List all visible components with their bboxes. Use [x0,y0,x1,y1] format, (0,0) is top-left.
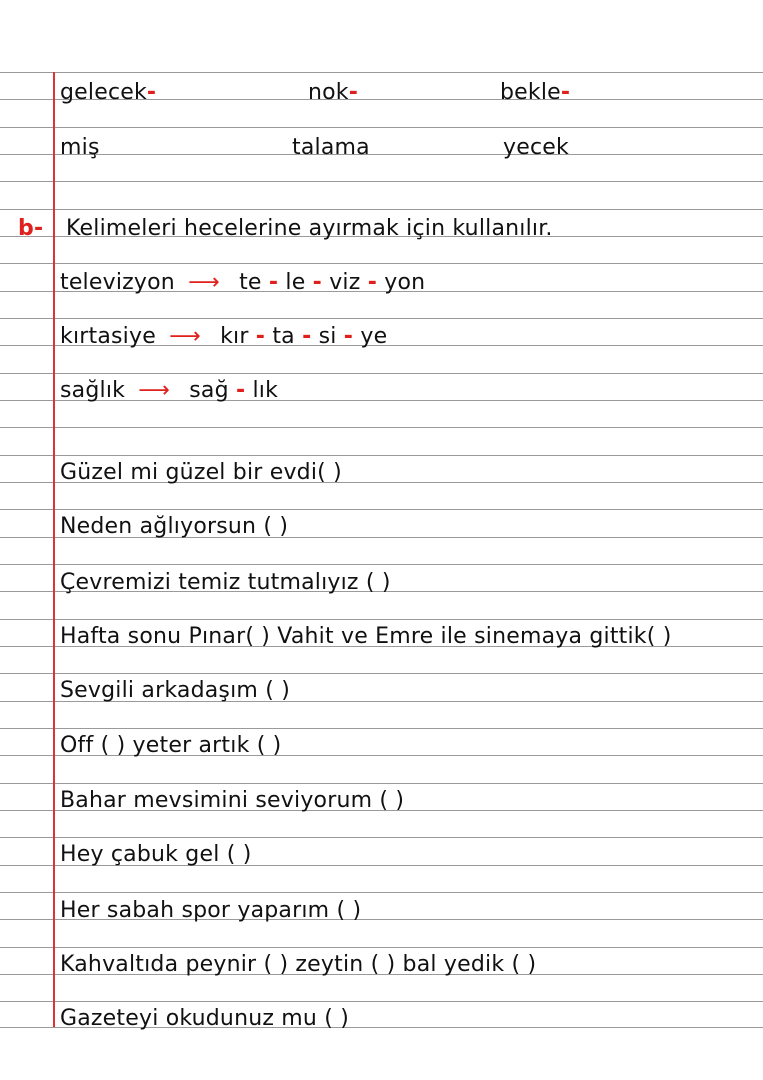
margin-line [53,72,55,1027]
rule-line [0,154,763,155]
example-kirtasiye: kırtasiye ⟶ kır - ta - si - ye [60,324,388,349]
exercise-sentence: Bahar mevsimini seviyorum ( ) [60,788,405,813]
rule-line [0,373,763,374]
rule-line [0,1001,763,1002]
rule-line [0,837,763,838]
rule-line [0,427,763,428]
exercise-sentence: Neden ağlıyorsun ( ) [60,514,289,539]
exercise-sentence: Off ( ) yeter artık ( ) [60,733,282,758]
suffix-mis: miş [60,135,100,160]
rule-line [0,318,763,319]
rule-line [0,181,763,182]
suffix-talama: talama [292,135,370,160]
rule-line [0,783,763,784]
word-bekle: bekle- [500,80,571,105]
rule-line [0,127,763,128]
rule-line [0,892,763,893]
exercise-sentence: Kahvaltıda peynir ( ) zeytin ( ) bal yedik ( ) [60,952,537,977]
exercise-sentence: Hey çabuk gel ( ) [60,842,252,867]
right-arrow-icon: ⟶ [169,324,201,349]
rule-line [0,728,763,729]
rule-line [0,564,763,565]
word-gelecek: gelecek- [60,80,157,105]
exercise-sentence: Hafta sonu Pınar( ) Vahit ve Emre ile sinemaya gittik( ) [60,624,672,649]
example-televizyon: televizyon ⟶ te - le - viz - yon [60,270,426,295]
rule-line [0,947,763,948]
right-arrow-icon: ⟶ [188,270,220,295]
section-b-sentence: Kelimeleri hecelerine ayırmak için kullanılır. [66,216,553,241]
suffix-yecek: yecek [503,135,569,160]
rule-line [0,72,763,73]
rule-line [0,455,763,456]
rule-line [0,673,763,674]
example-saglik: sağlık ⟶ sağ - lık [60,378,279,403]
word-nok: nok- [308,80,359,105]
exercise-sentence: Her sabah spor yaparım ( ) [60,898,362,923]
section-label-b: b- [18,216,44,241]
rule-line [0,209,763,210]
rule-line [0,263,763,264]
exercise-sentence: Çevremizi temiz tutmalıyız ( ) [60,570,391,595]
exercise-sentence: Sevgili arkadaşım ( ) [60,678,290,703]
exercise-sentence: Gazeteyi okudunuz mu ( ) [60,1006,350,1031]
right-arrow-icon: ⟶ [138,378,171,403]
rule-line [0,509,763,510]
exercise-sentence: Güzel mi güzel bir evdi( ) [60,460,342,485]
rule-line [0,619,763,620]
